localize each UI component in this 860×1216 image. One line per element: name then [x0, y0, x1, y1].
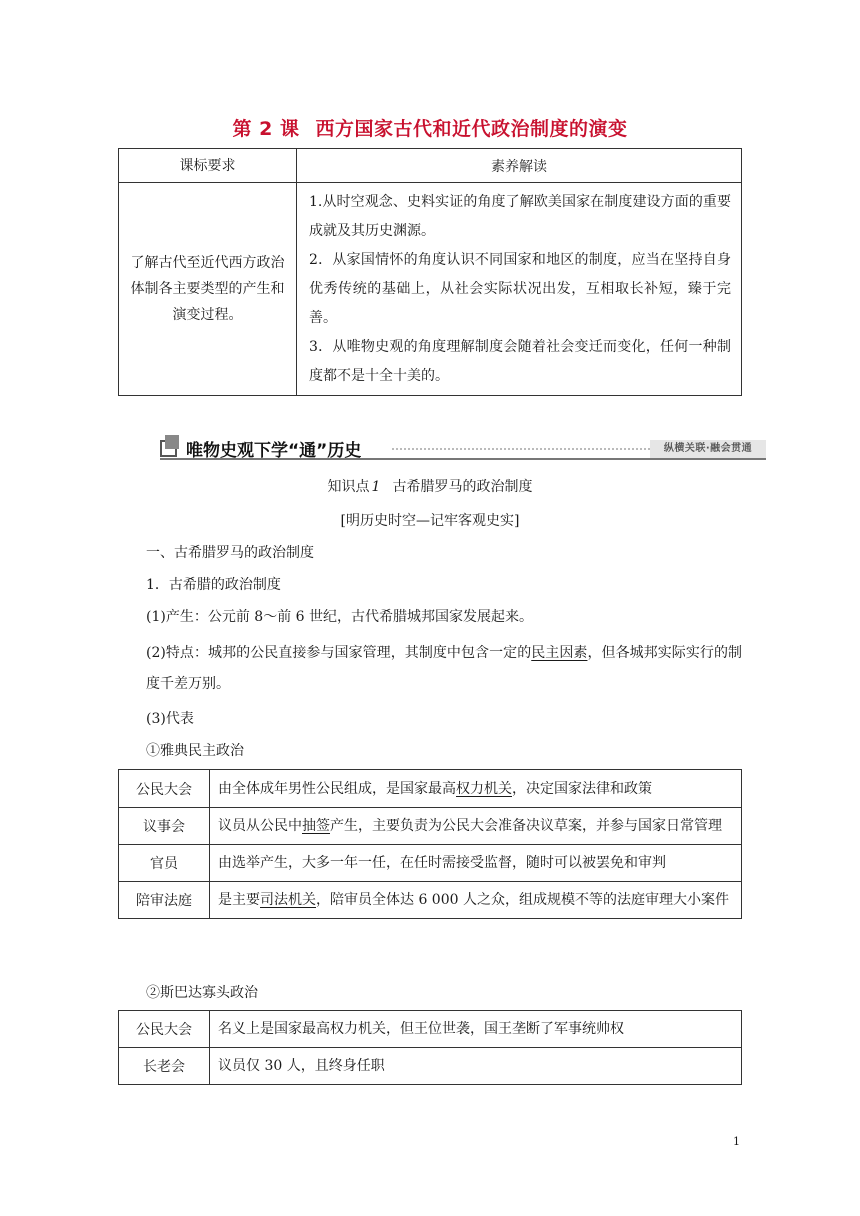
- standard-text: 了解古代至近代西方政治体制各主要类型的产生和演变过程。: [119, 183, 297, 396]
- row-value: 议员从公民中抽签产生，主要负责为公民大会准备决议草案，并参与国家日常管理: [210, 808, 742, 845]
- header-standard: 课标要求: [119, 149, 297, 183]
- section-banner: [160, 436, 766, 461]
- literacy-point-2: 2．从家国情怀的角度认识不同国家和地区的制度，应当在坚持自身优秀传统的基础上，从社会实际状况出发，互相取长补短，臻于完善。: [309, 252, 731, 326]
- row-value: 名义上是国家最高权力机关，但王位世袭，国王垄断了军事统帅权: [210, 1011, 742, 1048]
- page-number: 1: [733, 1135, 740, 1148]
- sparta-label: ②斯巴达寡头政治: [146, 985, 258, 1001]
- sparta-table: [118, 1010, 742, 1085]
- table-row: [119, 882, 742, 919]
- athens-table: [118, 769, 742, 919]
- lesson-name: 西方国家古代和近代政治制度的演变: [315, 118, 628, 140]
- table-row: [119, 808, 742, 845]
- banner-dotted-line: [392, 448, 650, 450]
- row-key: 公民大会: [119, 1011, 210, 1048]
- heading-1: 一、古希腊罗马的政治制度: [146, 545, 314, 561]
- row-value: 由选举产生，大多一年一任，在任时需接受监督，随时可以被罢免和审判: [210, 845, 742, 882]
- heading-2: 1．古希腊的政治制度: [146, 577, 281, 593]
- literacy-points: [297, 183, 742, 396]
- row-value: 议员仅 30 人，且终身任职: [210, 1048, 742, 1085]
- row-value: 由全体成年男性公民组成，是国家最高权力机关，决定国家法律和政策: [210, 770, 742, 808]
- row-key: 长老会: [119, 1048, 210, 1085]
- banner-square-shadow-icon: [165, 435, 179, 449]
- table-row: [119, 845, 742, 882]
- keyword-democracy: 民主因素: [531, 645, 588, 661]
- lesson-number: 第 2 课: [232, 118, 300, 140]
- row-key: 官员: [119, 845, 210, 882]
- row-value: 是主要司法机关，陪审员全体达 6 000 人之众，组成规模不等的法庭审理大小案件: [210, 882, 742, 919]
- paragraph-features: (2)特点：城邦的公民直接参与国家管理，其制度中包含一定的民主因素，但各城邦实际实行的制度千差万别。: [146, 645, 742, 692]
- literacy-point-3: 3．从唯物史观的角度理解制度会随着社会变迁而变化，任何一种制度都不是十全十美的。: [309, 339, 731, 384]
- row-key: 公民大会: [119, 770, 210, 808]
- knowledge-label: 知识点: [327, 479, 370, 495]
- table-row: [119, 1048, 742, 1085]
- knowledge-number: 1: [371, 479, 381, 495]
- requirements-table: [118, 148, 742, 396]
- table-row: [119, 770, 742, 808]
- knowledge-point-heading: [0, 476, 860, 496]
- literacy-point-1: 1.从时空观念、史料实证的角度了解欧美国家在制度建设方面的重要成就及其历史渊源。: [309, 194, 731, 239]
- athens-label: ①雅典民主政治: [146, 743, 244, 759]
- knowledge-title: 古希腊罗马的政治制度: [392, 479, 533, 495]
- row-key: 议事会: [119, 808, 210, 845]
- section-subtitle: [明历史时空—记牢客观史实]: [340, 513, 520, 529]
- header-literacy: 素养解读: [297, 149, 742, 183]
- banner-tag: 纵横关联·融会贯通: [650, 440, 766, 458]
- paragraph-representatives: (3)代表: [146, 711, 194, 727]
- table-row: [119, 1011, 742, 1048]
- page-title: [0, 114, 860, 141]
- paragraph-origin: (1)产生：公元前 8～前 6 世纪，古代希腊城邦国家发展起来。: [146, 609, 533, 625]
- row-key: 陪审法庭: [119, 882, 210, 919]
- banner-underline: [160, 458, 766, 460]
- banner-title: 唯物史观下学“通”历史: [186, 441, 362, 461]
